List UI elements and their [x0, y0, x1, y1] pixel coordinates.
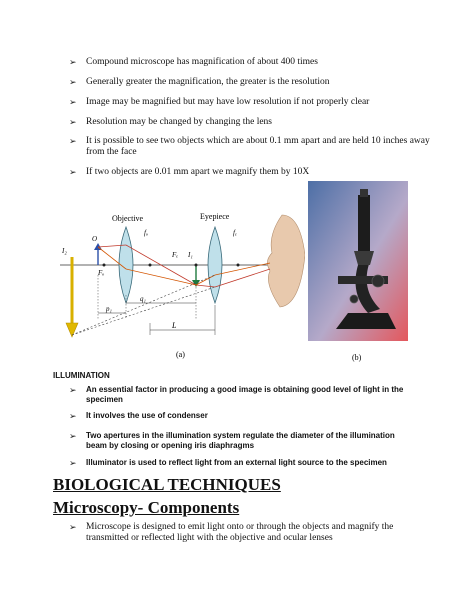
I1-label: I₁ [188, 251, 193, 259]
compound-microscope-ray-diagram [60, 195, 305, 365]
arrow-bullet-icon: ➢ [69, 385, 77, 395]
biological-techniques-heading: BIOLOGICAL TECHNIQUES [53, 475, 281, 494]
O-label: O [92, 235, 98, 243]
bullet-text: Image may be magnified but may have low resolution if not properly clear [86, 97, 370, 107]
bullet-text: Microscope is designed to emit light onto or through the objects and magnify the transmitted or reflected light with the objective and ocular lenses [86, 522, 394, 543]
bullet-text: If two objects are 0.01 mm apart we magnify them by 10X [86, 167, 310, 177]
arrow-bullet-icon: ➢ [69, 77, 77, 87]
arrow-bullet-icon: ➢ [69, 57, 77, 67]
p1-label: p₁ [106, 305, 112, 313]
Fe-label: Fₑ [172, 251, 179, 259]
bullet-text: It is possible to see two objects which are about 0.1 mm apart and are held 10 inches away from the face [86, 136, 430, 157]
bullet-text: Generally greater the magnification, the greater is the resolution [86, 77, 330, 87]
eyepiece-label: Eyepiece [200, 212, 230, 221]
bullet-text: Two apertures in the illumination system regulate the diameter of the illumination beam by closing or opening iris diaphragms [86, 431, 395, 450]
objective-label: Objective [112, 214, 144, 223]
arrow-bullet-icon: ➢ [69, 97, 77, 107]
illumination-heading: ILLUMINATION [53, 371, 110, 380]
arrow-bullet-icon: ➢ [69, 431, 77, 441]
microscope-photo [308, 181, 408, 365]
q1-label: q₁ [140, 295, 146, 303]
arrow-bullet-icon: ➢ [69, 458, 77, 468]
caption-a: (a) [176, 350, 185, 359]
arrow-bullet-icon: ➢ [69, 167, 77, 177]
bullet-text: Resolution may be changed by changing the lens [86, 117, 272, 127]
caption-b: (b) [352, 353, 362, 362]
arrow-bullet-icon: ➢ [69, 136, 77, 146]
bullet-text: Illuminator is used to reflect light from an external light source to the specimen [86, 458, 387, 467]
microscopy-components-heading: Microscopy- Components [53, 498, 240, 517]
arrow-bullet-icon: ➢ [69, 117, 77, 127]
I2-label: I₂ [62, 247, 67, 255]
L-label: L [172, 321, 177, 330]
bullet-text: It involves the use of condenser [86, 411, 208, 420]
Fo-label: Fₒ [98, 269, 105, 277]
arrow-bullet-icon: ➢ [69, 411, 77, 421]
arrow-bullet-icon: ➢ [69, 522, 77, 532]
fe-label: fₑ [233, 229, 237, 237]
bullet-text: Compound microscope has magnification of about 400 times [86, 57, 318, 67]
fo-label: fₒ [144, 229, 148, 237]
bullet-text: An essential factor in producing a good image is obtaining good level of light in the specimen [86, 385, 404, 404]
